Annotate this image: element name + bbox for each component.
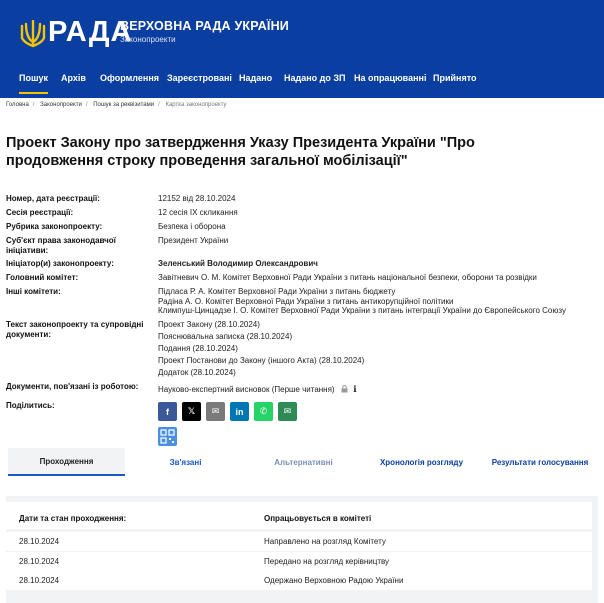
linkedin-icon[interactable]: in: [230, 402, 249, 421]
nav-item-in-progress[interactable]: На опрацюванні: [354, 73, 427, 83]
page-title: Проект Закону про затвердження Указу Президента України "Про продовження строку проведення загальної мобілізації": [6, 135, 475, 169]
row-status: Одержано Верховною Радою України: [264, 576, 404, 585]
related-row: [158, 385, 357, 395]
x-icon[interactable]: 𝕏: [182, 402, 201, 421]
sms-icon[interactable]: ✉: [278, 402, 297, 421]
facebook-icon[interactable]: f: [158, 402, 177, 421]
breadcrumb-home[interactable]: Головна: [6, 102, 29, 108]
tab-bar: [6, 448, 598, 478]
column-header-status: Опрацьовується в комітеті: [264, 514, 372, 523]
tab-chronology[interactable]: Хронологія розгляду: [379, 457, 464, 467]
site-header: [0, 0, 604, 98]
info-icon[interactable]: ℹ: [353, 384, 357, 394]
main-committee-label: Головний комітет:: [6, 273, 79, 282]
docs-list: [158, 319, 364, 379]
initiator-value: Зеленський Володимир Олександрович: [158, 259, 318, 268]
row-date: 28.10.2024: [19, 557, 60, 566]
breadcrumb-search[interactable]: Пошук за реквізитами: [93, 102, 155, 108]
nav-item-adopted[interactable]: Прийнято: [433, 73, 477, 83]
tab-passage[interactable]: Проходження: [8, 448, 125, 476]
committee-item: Підласа Р. А. Комітет Верховної Ради України з питань бюджету: [158, 287, 396, 296]
subject-value: Президент України: [158, 236, 229, 245]
other-committees-label: Інші комітети:: [6, 287, 61, 296]
share-label: Поділитись:: [6, 401, 55, 410]
doc-link[interactable]: Проект Постанови до Закону (іншого Акта) (28.10.2024): [158, 356, 365, 365]
doc-link[interactable]: Проект Закону (28.10.2024): [158, 320, 260, 329]
breadcrumb: Головна / Законопроекти / Пошук за реквізитами / Картка законопроекту: [6, 102, 227, 108]
committee-item: Климпуш-Цинцадзе І. О. Комітет Верховної Ради України з питань інтеграції України до Європейського Союзу: [158, 306, 566, 315]
related-label: Документи, пов'язані із роботою:: [6, 382, 139, 391]
other-committees-list: [158, 287, 566, 316]
org-subtitle: Законопроекти: [120, 35, 176, 44]
nav-item-submitted[interactable]: Надано: [239, 73, 273, 83]
doc-link[interactable]: Пояснювальна записка (28.10.2024): [158, 332, 293, 341]
row-status: Передано на розгляд керівництву: [264, 557, 390, 566]
reg-value: 12152 від 28.10.2024: [158, 194, 236, 203]
breadcrumb-current: Картка законопроекту: [165, 102, 227, 108]
committee-item: Радіна А. О. Комітет Верховної Ради України з питань антикорупційної політики: [158, 296, 454, 306]
email-icon[interactable]: ✉: [206, 402, 225, 421]
row-date: 28.10.2024: [19, 576, 60, 585]
nav-item-archive[interactable]: Архів: [61, 73, 86, 83]
doc-link[interactable]: Додаток (28.10.2024): [158, 368, 236, 377]
whatsapp-icon[interactable]: ✆: [254, 402, 273, 421]
row-date: 28.10.2024: [19, 537, 60, 546]
nav-item-search[interactable]: Пошук: [19, 73, 48, 94]
row-status: Направлено на розгляд Комітету: [264, 537, 386, 546]
breadcrumb-bills[interactable]: Законопроекти: [40, 102, 82, 108]
initiator-label: Ініціатор(и) законопроекту:: [6, 259, 114, 268]
docs-label: Текст законопроекту та супровідні документи:: [6, 320, 144, 339]
org-name: ВЕРХОВНА РАДА УКРАЇНИ: [120, 19, 289, 33]
nav-item-registered[interactable]: Зареєстровані: [167, 73, 232, 83]
main-nav: [0, 62, 604, 98]
tab-alternative[interactable]: Альтернативні: [274, 457, 333, 467]
column-header-dates: Дати та стан проходження:: [19, 514, 127, 523]
qr-code-icon[interactable]: [158, 427, 177, 446]
nav-item-formatting[interactable]: Оформлення: [100, 73, 160, 83]
lock-icon: [341, 385, 348, 393]
tab-voting-results[interactable]: Результати голосування: [491, 457, 589, 467]
subject-label: Суб'єкт права законодавчої ініціативи:: [6, 236, 116, 255]
tab-related[interactable]: Зв'язані: [169, 457, 202, 467]
reg-label: Номер, дата реєстрації:: [6, 194, 100, 203]
session-value: 12 сесія IX скликання: [158, 208, 238, 217]
doc-link[interactable]: Подання (28.10.2024): [158, 344, 238, 353]
logo-text[interactable]: РАДА: [48, 16, 133, 48]
main-committee-value: Завітневич О. М. Комітет Верховної Ради України з питань національної безпеки, оборони та розвідки: [158, 273, 537, 282]
trident-icon: [20, 20, 46, 48]
nav-item-submitted-to-zp[interactable]: Надано до ЗП: [284, 73, 346, 83]
rubric-label: Рубрика законопроекту:: [6, 222, 103, 231]
rubric-value: Безпека і оборона: [158, 222, 226, 231]
related-doc-link[interactable]: Науково-експертний висновок (Перше читання): [158, 385, 335, 394]
session-label: Сесія реєстрації:: [6, 208, 74, 217]
